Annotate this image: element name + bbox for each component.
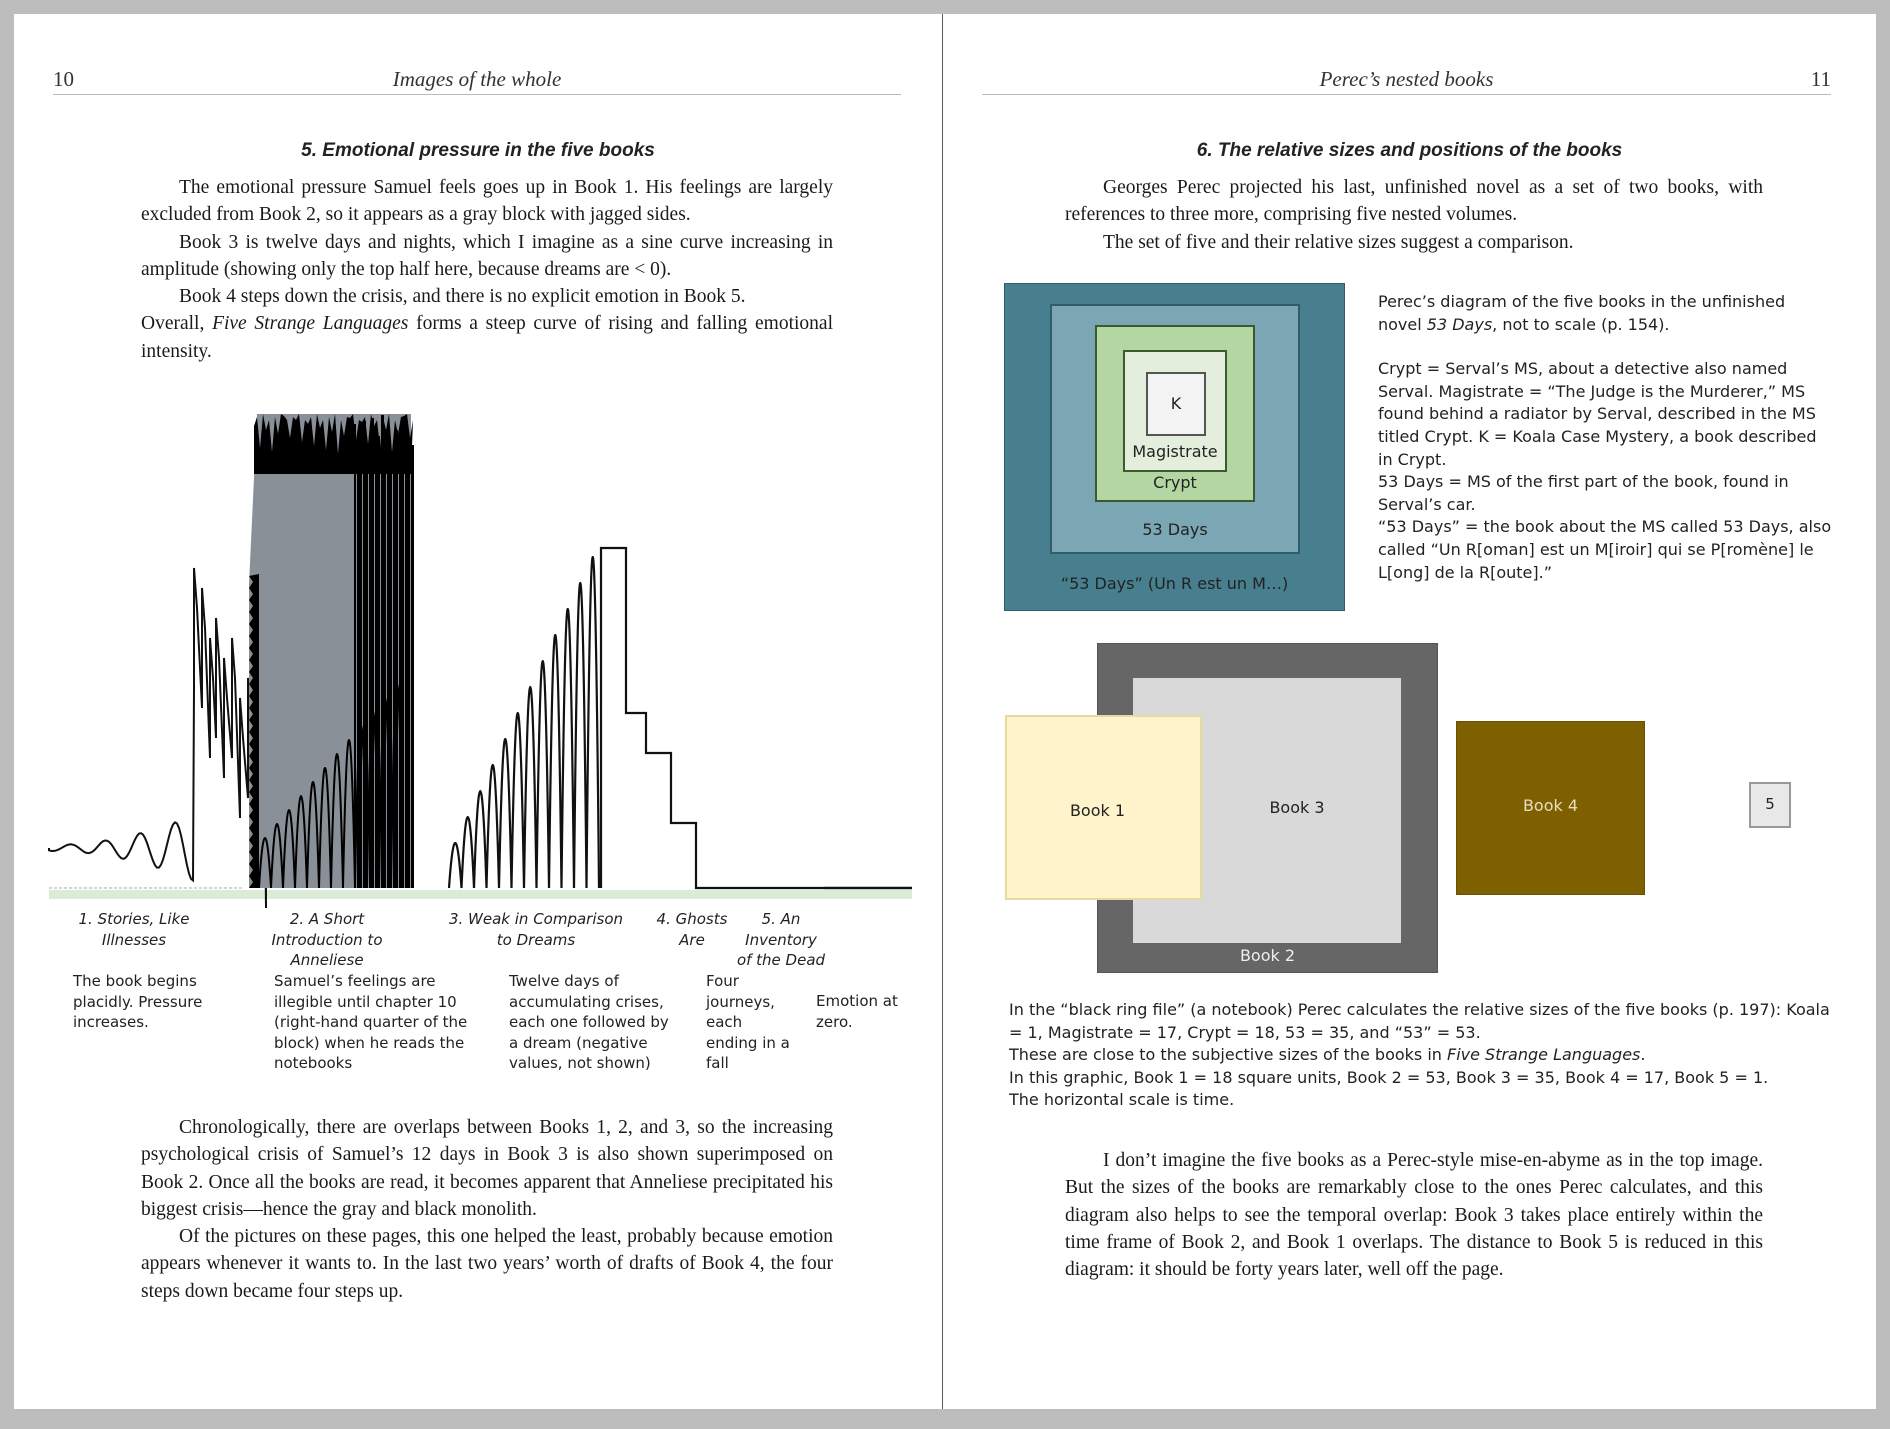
book4-steps (601, 548, 824, 888)
book2-black-stroke (408, 466, 410, 888)
book2-black-stroke (357, 463, 360, 888)
paragraph: Book 4 steps down the crisis, and there is no explicit emotion in Book 5. (179, 286, 746, 308)
closing-text (141, 1114, 833, 1305)
text-run: forms a steep curve of rising and falling emotional intensity. (141, 313, 833, 362)
book4-description: Four journeys, each ending in a fall (706, 972, 790, 1072)
figure-title: 6. The relative sizes and positions of the books (1196, 140, 1623, 161)
magistrate-label: Magistrate (1132, 442, 1218, 461)
book2-black-stroke (381, 415, 384, 888)
paragraph: The emotional pressure Samuel feels goes up in Book 1. His feelings are largely excluded from Book 2, so it appears as a gray block with jagged sides. (141, 177, 833, 226)
box-book5 (1749, 782, 1791, 828)
box-book1 (1005, 715, 1202, 900)
book3-sine-curve (449, 557, 599, 888)
book2-label: Book 2 (1239, 946, 1296, 965)
caption-line: “53 Days” = the book about the MS called 53 Days, also called “Un R[oman] est un M[iroir] qui se P[romène] le L[ong] de la R[oute].” (1378, 517, 1832, 582)
days-label: 53 Days (1142, 520, 1208, 539)
book5-label: 5 (1765, 795, 1775, 813)
running-head-left (53, 66, 901, 95)
paragraph: I don’t imagine the five books as a Perec-style mise-en-abyme as in the top image. But the sizes of the books are remarkably close to the ones Perec calculates, and this diagram also helps to see the temporal overlap: Book 3 takes place entirely within the time frame of Book 2, and Book 1 overlaps. The distance to Book 5 is reduced in this diagram: it should be forty years later, well off the page. (1065, 1150, 1763, 1281)
text-run: . (1640, 1045, 1646, 1065)
caption-spacer (1378, 336, 1833, 358)
chart-baseline (49, 890, 912, 899)
text-run: , not to scale (p. 154). (1492, 314, 1670, 334)
book2-black-strokes (354, 415, 414, 888)
text-run: These are close to the subjective sizes of the books in (1009, 1045, 1447, 1065)
running-head-right (982, 66, 1831, 95)
book-title: Five Strange Languages (212, 313, 409, 335)
k-label: K (1170, 394, 1182, 413)
right-page (943, 14, 1876, 1409)
book5-description: Emotion at zero. (816, 992, 898, 1031)
paragraph: Of the pictures on these pages, this one helped the least, probably because emotion appears whenever it wants to. In the last two years’ worth of drafts of Book 4, the four steps down became four steps up. (141, 1226, 833, 1302)
closing-text (1065, 1147, 1763, 1283)
crypt-label: Crypt (1153, 473, 1197, 492)
text-run: Perec’s diagram of the five books in the unfinished novel (1378, 292, 1786, 334)
book2-black-stroke (369, 439, 372, 888)
nested-diagram-caption (1378, 291, 1833, 584)
paragraph: Georges Perec projected his last, unfinished novel as a set of two books, with references to three more, comprising five nested volumes. (1065, 177, 1763, 226)
caption-line: In the “black ring file” (a notebook) Perec calculates the relative sizes of the five books (p. 197): Koala = 1, Magistrate = 17, Crypt = 18, 53 = 35, and “53” = 53. (1009, 1000, 1830, 1042)
intro-text (141, 174, 833, 365)
books-diagram-caption (1009, 999, 1839, 1112)
running-head-title: Perec’s nested books (1319, 67, 1494, 91)
book1-curve (49, 568, 269, 908)
book1-label: Book 1 (1069, 801, 1126, 820)
text-run: Overall, (141, 313, 213, 335)
book2-black-stroke (372, 418, 374, 888)
caption-line (1009, 1044, 1839, 1067)
book3-description: Twelve days of accumulating crises, each one followed by a dream (negative values, not shown) (509, 972, 669, 1072)
book-title: 53 Days (1426, 314, 1493, 334)
paragraph: Book 3 is twelve days and nights, which I imagine as a sine curve increasing in amplitude (showing only the top half here, because dreams are < 0). (141, 231, 833, 280)
book2-description: Samuel’s feelings are illegible until chapter 10 (right-hand quarter of the block) when he reads the notebooks (274, 972, 468, 1072)
caption-line (1378, 291, 1833, 336)
paragraph: Chronologically, there are overlaps between Books 1, 2, and 3, so the increasing psychological crisis of Samuel’s 12 days in Book 3 is also shown superimposed on Book 2. Once all the books are read, it becomes apparent that Anneliese precipitated his biggest crisis—hence the gray and black monolith. (141, 1117, 833, 1220)
box-k (1146, 372, 1206, 436)
book-title: Five Strange Languages (1447, 1045, 1641, 1065)
book3-label: 3. Weak in Comparison to Dreams (448, 910, 624, 949)
book2-black-stroke (411, 445, 414, 888)
page-number: 11 (1810, 67, 1831, 91)
left-page (14, 14, 942, 1409)
figure-title: 5. Emotional pressure in the five books (301, 140, 655, 161)
caption-line: The horizontal scale is time. (1009, 1090, 1235, 1110)
book2-black-stroke (360, 442, 362, 888)
book2-gray-block (249, 414, 411, 888)
book2-black-stroke (384, 454, 386, 888)
book4-label: Book 4 (1522, 796, 1579, 815)
book1-label: 1. Stories, Like Illnesses (78, 910, 190, 949)
book2-black-stroke (393, 451, 396, 888)
book2-black-stroke (405, 427, 408, 888)
emotion-chart (44, 394, 924, 914)
box-book4 (1456, 721, 1645, 895)
outer-label: “53 Days” (Un R est un M…) (1060, 574, 1289, 593)
intro-text (1065, 174, 1763, 256)
caption-line: In this graphic, Book 1 = 18 square units, Book 2 = 53, Book 3 = 35, Book 4 = 17, Book 5 = 1. (1009, 1067, 1769, 1087)
book2-label: 2. A Short Introduction to Anneliese (271, 910, 383, 969)
book1-description: The book begins placidly. Pressure increases. (73, 972, 203, 1031)
paragraph (141, 310, 833, 365)
book4-label: 4. Ghosts Are (656, 910, 728, 949)
caption-line: 53 Days = MS of the first part of the book, found in Serval’s car. (1378, 472, 1789, 514)
running-head-title: Images of the whole (392, 67, 562, 91)
book2-black-stroke (396, 430, 398, 888)
page-number: 10 (53, 67, 74, 91)
book3-label: Book 3 (1269, 798, 1325, 817)
book5-label: 5. An Inventory of the Dead (736, 910, 826, 969)
caption-line: Crypt = Serval’s MS, about a detective also named Serval. Magistrate = “The Judge is the Murderer,” MS found behind a radiator by Serval, described in the MS titled Crypt. K = Koala Case Mystery, a book described in Crypt. (1378, 359, 1817, 469)
paragraph: The set of five and their relative sizes suggest a comparison. (1103, 231, 1574, 253)
